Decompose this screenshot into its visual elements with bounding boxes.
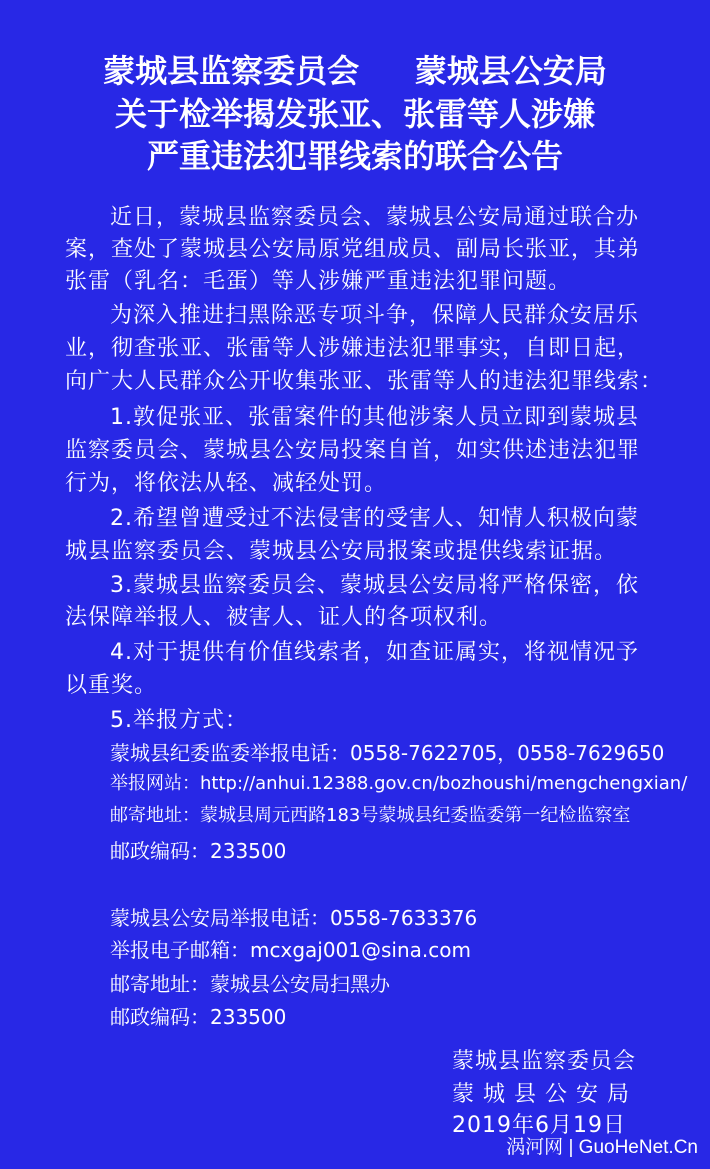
body-line: 4.对于提供有价值线索者，如查证属实，将视情况予 (110, 640, 639, 665)
title-line-1: 蒙城县监察委员会 蒙城县公安局 (103, 52, 607, 90)
contact-line: 邮政编码：233500 (110, 1005, 287, 1029)
signature-date: 2019年6月19日 (452, 1113, 626, 1138)
body-line: 近日，蒙城县监察委员会、蒙城县公安局通过联合办 (110, 205, 640, 230)
body-line: 2.希望曾遭受过不法侵害的受害人、知情人积极向蒙 (110, 506, 639, 531)
contact-line: 蒙城县纪委监委举报电话：0558-7622705，0558-7629650 (110, 741, 665, 765)
signature-org-1: 蒙城县监察委员会 (452, 1049, 637, 1074)
signature-org-2: 蒙城县公安局 (452, 1082, 639, 1107)
body-line: 为深入推进扫黑除恶专项斗争，保障人民群众安居乐 (110, 303, 640, 328)
body-line: 5.举报方式： (110, 708, 248, 733)
body-line: 1.敦促张亚、张雷案件的其他涉案人员立即到蒙城县 (110, 405, 639, 430)
body-line: 案，查处了蒙城县公安局原党组成员、副局长张亚，其弟 (65, 237, 641, 262)
contact-line: 举报电子邮箱：mcxgaj001@sina.com (110, 938, 471, 962)
body-line: 法保障举报人、被害人、证人的各项权利。 (65, 605, 503, 630)
contact-line: 邮寄地址：蒙城县公安局扫黑办 (110, 972, 390, 996)
contact-line: 邮政编码：233500 (110, 839, 287, 863)
contact-line: 举报网站：http://anhui.12388.gov.cn/bozhoushi/mengchengxian/ (110, 773, 688, 794)
contact-line: 蒙城县公安局举报电话：0558-7633376 (110, 906, 478, 930)
body-line: 向广大人民群众公开收集张亚、张雷等人的违法犯罪线索： (65, 369, 664, 394)
title-line-2: 关于检举揭发张亚、张雷等人涉嫌 (114, 95, 595, 133)
body-line: 以重奖。 (65, 673, 158, 698)
contact-line: 邮寄地址：蒙城县周元西路183号蒙城县纪委监委第一纪检监察室 (110, 805, 631, 826)
body-line: 行为，将依法从轻、减轻处罚。 (65, 471, 388, 496)
body-line: 监察委员会、蒙城县公安局投案自首，如实供述违法犯罪 (65, 438, 641, 463)
title-line-3: 严重违法犯罪线索的联合公告 (146, 137, 563, 175)
watermark: 涡河网 | GuoHeNet.Cn (506, 1137, 698, 1158)
body-line: 业，彻查张亚、张雷等人涉嫌违法犯罪事实，自即日起， (65, 336, 641, 361)
body-line: 3.蒙城县监察委员会、蒙城县公安局将严格保密，依 (110, 573, 639, 598)
body-line: 张雷（乳名：毛蛋）等人涉嫌严重违法犯罪问题。 (65, 269, 572, 294)
body-line: 城县监察委员会、蒙城县公安局报案或提供线索证据。 (65, 539, 618, 564)
